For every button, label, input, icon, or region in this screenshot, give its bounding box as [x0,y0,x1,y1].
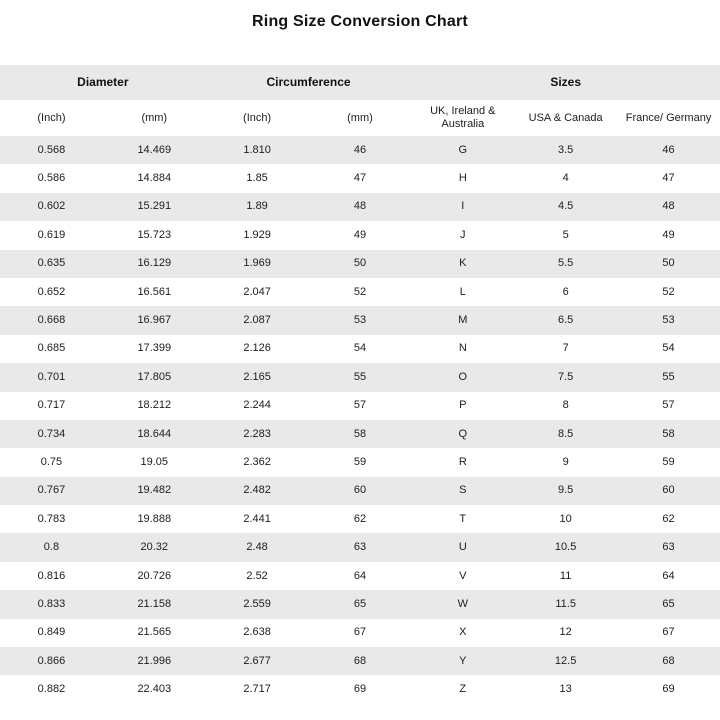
table-cell: 62 [617,505,720,533]
table-cell: 0.586 [0,164,103,192]
table-cell: 47 [617,164,720,192]
table-cell: W [411,590,514,618]
group-header-diameter: Diameter [0,65,206,100]
table-cell: 57 [309,392,412,420]
table-cell: 2.283 [206,420,309,448]
table-cell: M [411,306,514,334]
table-cell: 62 [309,505,412,533]
table-cell: 63 [309,533,412,561]
table-cell: 2.126 [206,335,309,363]
table-row [0,164,720,192]
table-cell: 14.884 [103,164,206,192]
column-header-row [0,100,720,136]
table-cell: 59 [309,448,412,476]
table-row [0,250,720,278]
column-header-diameter-inch: (Inch) [0,100,103,136]
table-cell: 63 [617,533,720,561]
table-cell: X [411,619,514,647]
table-cell: 2.52 [206,562,309,590]
column-header-circumference-mm: (mm) [309,100,412,136]
table-cell: 0.783 [0,505,103,533]
table-cell: 5 [514,221,617,249]
table-row [0,193,720,221]
table-cell: 19.05 [103,448,206,476]
table-cell: 0.833 [0,590,103,618]
group-header-sizes: Sizes [411,65,720,100]
table-cell: 52 [617,278,720,306]
table-cell: 0.619 [0,221,103,249]
table-cell: 69 [309,675,412,703]
table-cell: 53 [309,306,412,334]
table-cell: 67 [309,619,412,647]
table-cell: 19.888 [103,505,206,533]
table-cell: 54 [309,335,412,363]
table-cell: 19.482 [103,477,206,505]
page-title: Ring Size Conversion Chart [252,13,468,30]
table-body [0,136,720,704]
table-cell: 2.559 [206,590,309,618]
table-cell: 64 [617,562,720,590]
table-cell: 1.85 [206,164,309,192]
table-cell: V [411,562,514,590]
table-cell: 15.291 [103,193,206,221]
table-cell: 52 [309,278,412,306]
table-cell: I [411,193,514,221]
table-row [0,562,720,590]
table-cell: 1.89 [206,193,309,221]
column-header-diameter-mm: (mm) [103,100,206,136]
table-cell: 2.047 [206,278,309,306]
table-cell: 6 [514,278,617,306]
table-cell: 8 [514,392,617,420]
table-row [0,221,720,249]
table-row [0,306,720,334]
table-cell: 2.441 [206,505,309,533]
table-row [0,675,720,703]
table-cell: Y [411,647,514,675]
table-cell: 22.403 [103,675,206,703]
table-cell: 67 [617,619,720,647]
table-cell: 1.969 [206,250,309,278]
table-cell: 68 [617,647,720,675]
table-cell: K [411,250,514,278]
table-row [0,363,720,391]
table-cell: 0.767 [0,477,103,505]
table-row [0,335,720,363]
table-cell: 12.5 [514,647,617,675]
table-cell: 3.5 [514,136,617,164]
table-cell: 50 [617,250,720,278]
table-cell: 9.5 [514,477,617,505]
table-cell: Q [411,420,514,448]
table-cell: 50 [309,250,412,278]
table-row [0,420,720,448]
table-cell: 18.644 [103,420,206,448]
table-cell: 15.723 [103,221,206,249]
table-cell: 48 [617,193,720,221]
table-row [0,477,720,505]
table-cell: 54 [617,335,720,363]
table-cell: 2.48 [206,533,309,561]
table-cell: 21.565 [103,619,206,647]
table-cell: 57 [617,392,720,420]
table-cell: 4 [514,164,617,192]
column-header-usa-canada: USA & Canada [514,100,617,136]
table-cell: 53 [617,306,720,334]
table-cell: 46 [617,136,720,164]
table-cell: 48 [309,193,412,221]
table-cell: 18.212 [103,392,206,420]
group-header-circumference: Circumference [206,65,412,100]
table-cell: 0.602 [0,193,103,221]
table-cell: 21.158 [103,590,206,618]
table-row [0,136,720,164]
table-cell: R [411,448,514,476]
table-cell: P [411,392,514,420]
table-cell: 2.638 [206,619,309,647]
column-header-france-germany: France/ Germany [617,100,720,136]
table-cell: 2.087 [206,306,309,334]
table-cell: 7 [514,335,617,363]
table-cell: 0.568 [0,136,103,164]
table-cell: 17.399 [103,335,206,363]
table-header [0,65,720,136]
table-cell: 10.5 [514,533,617,561]
table-cell: T [411,505,514,533]
table-cell: 58 [309,420,412,448]
table-cell: 0.717 [0,392,103,420]
group-header-row [0,65,720,100]
table-cell: 0.685 [0,335,103,363]
table-row [0,533,720,561]
table-cell: 21.996 [103,647,206,675]
table-cell: 59 [617,448,720,476]
table-cell: 2.244 [206,392,309,420]
table-row [0,647,720,675]
table-cell: 2.362 [206,448,309,476]
table-cell: 13 [514,675,617,703]
table-cell: 2.717 [206,675,309,703]
column-header-circumference-inch: (Inch) [206,100,309,136]
table-cell: 2.677 [206,647,309,675]
table-cell: 7.5 [514,363,617,391]
table-cell: 0.816 [0,562,103,590]
table-cell: J [411,221,514,249]
table-cell: 0.635 [0,250,103,278]
table-cell: 60 [309,477,412,505]
table-cell: 60 [617,477,720,505]
table-cell: 5.5 [514,250,617,278]
table-cell: Z [411,675,514,703]
table-cell: 64 [309,562,412,590]
table-cell: 55 [617,363,720,391]
table-cell: H [411,164,514,192]
table-cell: 0.849 [0,619,103,647]
table-cell: 58 [617,420,720,448]
table-cell: 20.726 [103,562,206,590]
table-cell: 16.129 [103,250,206,278]
table-cell: 10 [514,505,617,533]
table-cell: 20.32 [103,533,206,561]
table-cell: 0.652 [0,278,103,306]
table-cell: 68 [309,647,412,675]
table-cell: 17.805 [103,363,206,391]
table-row [0,392,720,420]
table-cell: 8.5 [514,420,617,448]
table-cell: 49 [309,221,412,249]
table-cell: 16.967 [103,306,206,334]
table-cell: O [411,363,514,391]
table-cell: 1.810 [206,136,309,164]
table-cell: 47 [309,164,412,192]
table-cell: 1.929 [206,221,309,249]
table-cell: 0.668 [0,306,103,334]
table-cell: 11 [514,562,617,590]
table-cell: 14.469 [103,136,206,164]
table-row [0,505,720,533]
table-cell: 69 [617,675,720,703]
table-cell: G [411,136,514,164]
table-cell: 2.482 [206,477,309,505]
table-cell: 11.5 [514,590,617,618]
table-row [0,278,720,306]
table-cell: 9 [514,448,617,476]
table-cell: 0.701 [0,363,103,391]
table-cell: 49 [617,221,720,249]
table-cell: 46 [309,136,412,164]
table-row [0,590,720,618]
table-cell: U [411,533,514,561]
table-cell: 16.561 [103,278,206,306]
table-cell: 0.8 [0,533,103,561]
table-cell: 55 [309,363,412,391]
table-cell: 0.75 [0,448,103,476]
column-header-uk-ireland-australia: UK, Ireland & Australia [411,100,514,136]
table-cell: 6.5 [514,306,617,334]
table-cell: 65 [617,590,720,618]
table-cell: 0.866 [0,647,103,675]
table-row [0,448,720,476]
table-cell: S [411,477,514,505]
table-cell: 65 [309,590,412,618]
table-cell: 12 [514,619,617,647]
table-cell: N [411,335,514,363]
table-cell: 4.5 [514,193,617,221]
table-row [0,619,720,647]
table-cell: 0.734 [0,420,103,448]
table-cell: 2.165 [206,363,309,391]
table-cell: L [411,278,514,306]
table-cell: 0.882 [0,675,103,703]
ring-size-conversion-table [0,65,720,704]
